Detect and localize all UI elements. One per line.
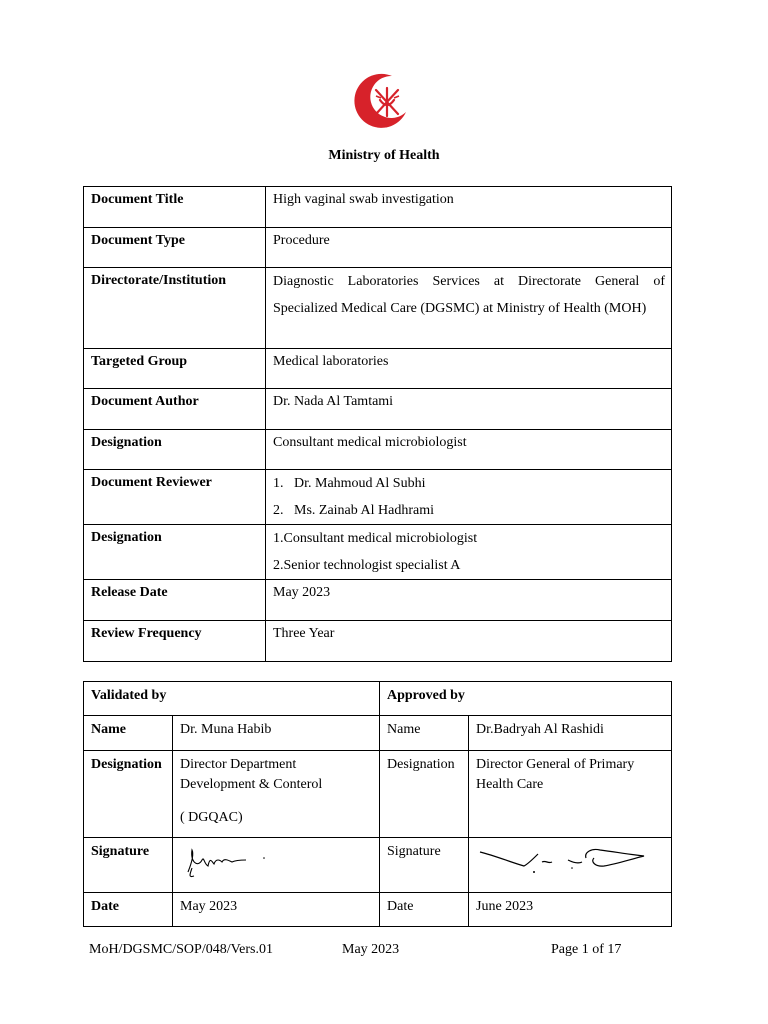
date-label: Date bbox=[84, 893, 173, 927]
table-row bbox=[84, 228, 672, 268]
row-label: Document Author bbox=[84, 389, 266, 430]
table-row bbox=[84, 580, 672, 621]
table-row bbox=[84, 751, 672, 838]
table-row bbox=[84, 621, 672, 662]
document-author-value: Dr. Nada Al Tamtami bbox=[266, 389, 672, 430]
approval-table bbox=[83, 681, 672, 927]
reviewer-designation-list bbox=[266, 525, 672, 580]
footer-document-code: MoH/DGSMC/SOP/048/Vers.01 bbox=[89, 942, 273, 957]
reviewer-item: 1. Dr. Mahmoud Al Subhi bbox=[273, 476, 426, 491]
row-label: Release Date bbox=[84, 580, 266, 621]
approver-designation-line: Director General of Primary bbox=[476, 757, 635, 772]
name-label: Name bbox=[84, 716, 173, 751]
document-title-value: High vaginal swab investigation bbox=[266, 187, 672, 228]
ministry-emblem-logo bbox=[354, 70, 414, 130]
row-label: Designation bbox=[84, 525, 266, 580]
row-label: Document Type bbox=[84, 228, 266, 268]
table-row bbox=[84, 682, 672, 716]
table-row bbox=[84, 268, 672, 349]
table-row bbox=[84, 893, 672, 927]
validator-designation-line: ( DGQAC) bbox=[180, 810, 243, 825]
name-label: Name bbox=[380, 716, 469, 751]
validator-designation-line: Director Department bbox=[180, 757, 297, 772]
date-label: Date bbox=[380, 893, 469, 927]
table-row bbox=[84, 187, 672, 228]
validation-date: May 2023 bbox=[173, 893, 380, 927]
approver-designation bbox=[469, 751, 672, 838]
review-frequency-value: Three Year bbox=[266, 621, 672, 662]
row-label: Targeted Group bbox=[84, 349, 266, 389]
reviewer-designation-item: 1.Consultant medical microbiologist bbox=[273, 531, 478, 546]
document-type-value: Procedure bbox=[266, 228, 672, 268]
table-row bbox=[84, 525, 672, 580]
validated-by-header: Validated by bbox=[84, 682, 380, 716]
designation-label: Designation bbox=[84, 751, 173, 838]
row-label: Document Title bbox=[84, 187, 266, 228]
designation-label: Designation bbox=[380, 751, 469, 838]
table-row bbox=[84, 716, 672, 751]
footer-page-number: Page 1 of 17 bbox=[551, 942, 622, 957]
reviewer-designation-item: 2.Senior technologist specialist A bbox=[273, 558, 461, 573]
footer-date: May 2023 bbox=[342, 942, 400, 957]
table-row bbox=[84, 470, 672, 525]
row-label: Review Frequency bbox=[84, 621, 266, 662]
signature-label: Signature bbox=[84, 838, 173, 893]
validator-designation bbox=[173, 751, 380, 838]
directorate-value: Diagnostic Laboratories Services at Directorate General of Specialized Medical Care (DGSMC) at Ministry of Health (MOH) bbox=[266, 268, 672, 349]
validator-name: Dr. Muna Habib bbox=[173, 716, 380, 751]
approver-signature-cell bbox=[469, 838, 672, 893]
targeted-group-value: Medical laboratories bbox=[266, 349, 672, 389]
reviewer-list bbox=[266, 470, 672, 525]
table-row bbox=[84, 389, 672, 430]
approver-signature bbox=[476, 842, 656, 880]
author-designation-value: Consultant medical microbiologist bbox=[266, 430, 672, 470]
approval-date: June 2023 bbox=[469, 893, 672, 927]
validator-designation-line: Development & Conterol bbox=[180, 777, 323, 792]
validator-signature-cell bbox=[173, 838, 380, 893]
signature-label: Signature bbox=[380, 838, 469, 893]
reviewer-item: 2. Ms. Zainab Al Hadhrami bbox=[273, 503, 434, 518]
document-info-table bbox=[83, 186, 672, 662]
table-row bbox=[84, 838, 672, 893]
approved-by-header: Approved by bbox=[380, 682, 672, 716]
table-row bbox=[84, 430, 672, 470]
row-label: Directorate/Institution bbox=[84, 268, 266, 349]
organization-title: Ministry of Health bbox=[328, 148, 440, 163]
release-date-value: May 2023 bbox=[266, 580, 672, 621]
row-label: Designation bbox=[84, 430, 266, 470]
approver-designation-line: Health Care bbox=[476, 777, 544, 792]
approver-name: Dr.Badryah Al Rashidi bbox=[469, 716, 672, 751]
validator-signature bbox=[180, 842, 290, 884]
table-row bbox=[84, 349, 672, 389]
row-label: Document Reviewer bbox=[84, 470, 266, 525]
